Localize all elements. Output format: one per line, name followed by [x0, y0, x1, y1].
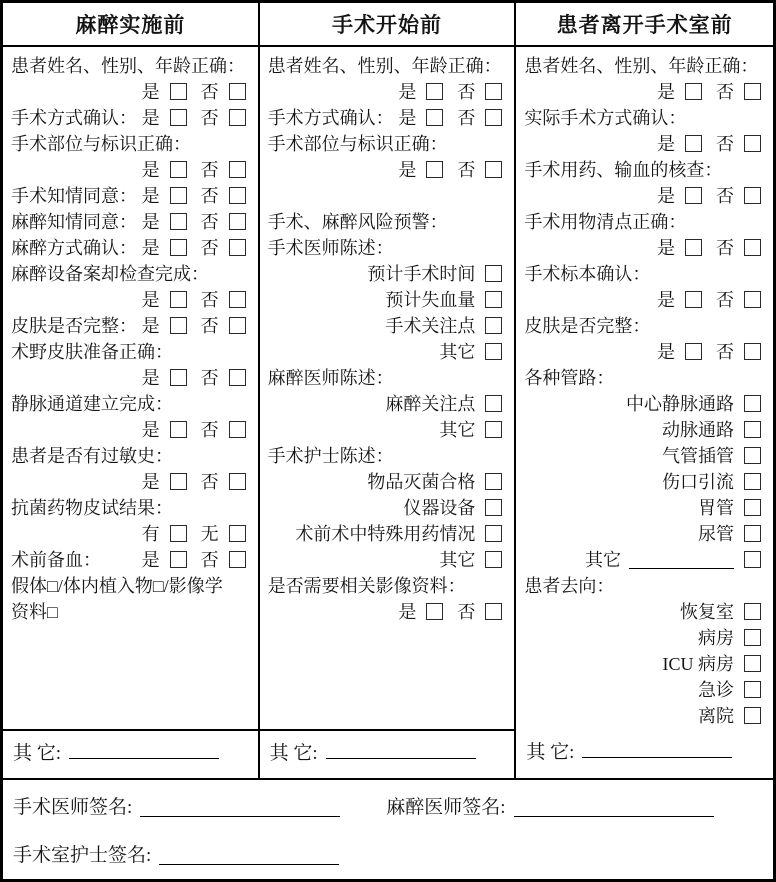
form-line	[524, 598, 761, 624]
other-label: 其 它:	[526, 742, 575, 763]
checkbox[interactable]	[744, 343, 761, 360]
checkbox[interactable]	[744, 473, 761, 490]
checkbox[interactable]	[685, 239, 702, 256]
form-line	[11, 390, 246, 416]
signature-row-2	[13, 840, 763, 867]
option-label-no: 否	[715, 134, 734, 154]
checkbox[interactable]	[170, 213, 187, 230]
checkbox[interactable]	[485, 317, 502, 334]
yes-no-group	[142, 182, 246, 208]
form-line	[11, 442, 246, 468]
yes-no-group	[142, 546, 246, 572]
checkbox[interactable]	[426, 161, 443, 178]
form-line	[524, 156, 761, 182]
form-line	[268, 598, 503, 624]
form-line	[524, 390, 761, 416]
checkbox[interactable]	[170, 291, 187, 308]
checkbox[interactable]	[744, 681, 761, 698]
form-line	[268, 572, 503, 598]
option-label-yes: 是	[656, 82, 675, 102]
other-row-col1	[3, 729, 260, 778]
option-label-yes: 是	[141, 550, 160, 570]
anesthetist-signature-label: 麻醉医师签名:	[386, 797, 506, 818]
option-label-no: 否	[715, 238, 734, 258]
form-line	[268, 520, 503, 546]
form-line	[11, 312, 246, 338]
checklist-item-label: 物品灭菌合格	[367, 472, 476, 492]
field-label: 抗菌药物皮试结果：	[11, 498, 173, 518]
option-label-yes: 有	[141, 524, 160, 544]
form-line	[11, 364, 246, 390]
form-line	[524, 286, 761, 312]
form-line	[11, 286, 246, 312]
form-line	[11, 156, 246, 182]
field-label: 手术部位与标识正确：	[11, 134, 191, 154]
option-label-no: 否	[457, 108, 476, 128]
form-line	[268, 390, 503, 416]
form-line	[11, 182, 246, 208]
checkbox[interactable]	[229, 525, 246, 542]
form-line	[524, 338, 761, 364]
option-label-yes: 是	[656, 186, 675, 206]
form-line	[524, 130, 761, 156]
form-line	[524, 52, 761, 78]
form-line	[524, 702, 761, 728]
option-label-no: 否	[200, 550, 219, 570]
option-label-yes: 是	[141, 238, 160, 258]
option-label-yes: 是	[141, 186, 160, 206]
checkbox[interactable]	[485, 265, 502, 282]
option-label-yes: 是	[141, 420, 160, 440]
checkbox[interactable]	[229, 187, 246, 204]
form-line	[524, 312, 761, 338]
checkbox[interactable]	[485, 551, 502, 568]
checklist-item-label: 仪器设备	[403, 498, 476, 518]
field-label: 手术护士陈述：	[267, 446, 394, 466]
field-label: 皮肤是否完整：	[11, 316, 137, 336]
option-label-yes: 是	[141, 316, 160, 336]
form-line	[11, 104, 246, 130]
checklist-item-label: 胃管	[697, 498, 734, 518]
form-line	[11, 416, 246, 442]
field-label: 实际手术方式确认：	[524, 108, 687, 128]
checklist-item-label: 其它	[584, 550, 621, 570]
fill-in-line[interactable]	[582, 743, 732, 758]
signature-row-1	[13, 792, 763, 819]
form-line	[268, 494, 503, 520]
field-label: 假体□/体内植入物□/影像学	[11, 576, 223, 596]
checkbox[interactable]	[485, 291, 502, 308]
checkbox[interactable]	[485, 395, 502, 412]
column-title: 麻醉实施前	[75, 13, 186, 37]
option-label-yes: 是	[398, 82, 417, 102]
column-header-before-incision	[260, 3, 517, 47]
form-line	[524, 182, 761, 208]
checkbox[interactable]	[685, 135, 702, 152]
checkbox[interactable]	[229, 213, 246, 230]
checkbox[interactable]	[744, 707, 761, 724]
form-line	[11, 130, 246, 156]
checkbox[interactable]	[229, 317, 246, 334]
checkbox[interactable]	[744, 395, 761, 412]
other-label: 其 它:	[13, 743, 62, 764]
checkbox[interactable]	[170, 421, 187, 438]
field-label: 静脉通道建立完成：	[11, 394, 173, 414]
checkbox[interactable]	[170, 109, 187, 126]
option-label-no: 否	[200, 82, 219, 102]
checkbox[interactable]	[744, 187, 761, 204]
yes-no-group	[142, 104, 246, 130]
checkbox[interactable]	[744, 551, 761, 568]
field-label: 手术方式确认：	[11, 108, 137, 128]
checkbox[interactable]	[485, 421, 502, 438]
field-label: 术野皮肤准备正确：	[11, 342, 173, 362]
checkbox[interactable]	[485, 83, 502, 100]
field-label: 患者姓名、性别、年龄正确：	[11, 56, 245, 76]
checkbox[interactable]	[685, 291, 702, 308]
field-label: 麻醉知情同意：	[11, 212, 137, 232]
option-label-yes: 是	[656, 342, 675, 362]
column-header-before-anesthesia	[3, 3, 260, 47]
checkbox[interactable]	[426, 109, 443, 126]
form-line	[524, 104, 761, 130]
form-line	[268, 286, 503, 312]
form-line	[524, 260, 761, 286]
fill-in-line[interactable]	[326, 744, 476, 759]
form-line	[524, 572, 761, 598]
field-label: 皮肤是否完整：	[524, 316, 651, 336]
option-label-yes: 是	[141, 472, 160, 492]
option-label-yes: 是	[398, 602, 417, 622]
checkbox[interactable]	[744, 421, 761, 438]
form-line	[524, 520, 761, 546]
checkbox[interactable]	[744, 291, 761, 308]
field-label: 手术部位与标识正确：	[267, 134, 448, 154]
option-label-yes: 是	[398, 108, 417, 128]
form-line	[268, 546, 503, 572]
checklist-item-label: 其它	[439, 342, 476, 362]
option-label-no: 否	[200, 186, 219, 206]
form-line	[268, 260, 503, 286]
form-line	[524, 364, 761, 390]
option-label-yes: 是	[141, 212, 160, 232]
field-label: 手术用药、输血的核查：	[524, 160, 723, 180]
field-label: 手术方式确认：	[267, 108, 394, 128]
field-label: 手术标本确认：	[524, 264, 651, 284]
field-label: 手术医师陈述：	[267, 238, 394, 258]
form-line	[524, 676, 761, 702]
surgeon-signature-line[interactable]	[140, 802, 340, 817]
option-label-yes: 是	[141, 160, 160, 180]
column-header-before-leaving-or	[516, 3, 773, 47]
checklist-item-label: 中心静脉通路	[625, 394, 734, 414]
option-label-no: 否	[200, 472, 219, 492]
checkbox[interactable]	[485, 499, 502, 516]
form-line	[268, 416, 503, 442]
field-label: 各种管路：	[524, 368, 615, 388]
checkbox[interactable]	[170, 317, 187, 334]
option-label-no: 否	[200, 420, 219, 440]
checklist-item-label: 预计失血量	[385, 290, 476, 310]
or-nurse-signature-label: 手术室护士签名:	[13, 845, 152, 866]
checkbox[interactable]	[170, 525, 187, 542]
option-label-no: 否	[715, 82, 734, 102]
option-label-no: 无	[200, 524, 219, 544]
checkbox[interactable]	[229, 291, 246, 308]
signature-section	[3, 778, 773, 876]
form-line	[268, 312, 503, 338]
option-label-yes: 是	[656, 290, 675, 310]
form-line	[268, 442, 503, 468]
option-label-no: 否	[457, 602, 476, 622]
form-line	[11, 52, 246, 78]
checklist-item-label: 手术关注点	[385, 316, 476, 336]
checkbox[interactable]	[685, 187, 702, 204]
anesthetist-signature-line[interactable]	[514, 802, 714, 817]
checklist-item-label: 急诊	[697, 680, 734, 700]
option-label-no: 否	[457, 82, 476, 102]
form-line	[268, 78, 503, 104]
checkbox[interactable]	[229, 239, 246, 256]
column-body-before-leaving-or	[516, 47, 773, 729]
checklist-item-label: 麻醉关注点	[385, 394, 476, 414]
form-line	[524, 624, 761, 650]
field-label: 术前备血：	[11, 550, 101, 570]
checkbox[interactable]	[744, 499, 761, 516]
form-line	[11, 520, 246, 546]
form-line	[268, 104, 503, 130]
form-line	[524, 416, 761, 442]
yes-no-group	[142, 208, 246, 234]
form-line	[524, 442, 761, 468]
form-line	[524, 468, 761, 494]
checkbox[interactable]	[170, 239, 187, 256]
checklist-item-label: 其它	[439, 420, 476, 440]
column-body-before-incision	[260, 47, 517, 729]
checkbox[interactable]	[744, 135, 761, 152]
checklist-item-label: ICU 病房	[662, 654, 734, 674]
fill-in-line[interactable]	[629, 554, 734, 569]
checkbox[interactable]	[170, 83, 187, 100]
checkbox[interactable]	[485, 525, 502, 542]
form-line	[524, 208, 761, 234]
form-line	[524, 650, 761, 676]
form-line	[268, 130, 503, 156]
option-label-yes: 是	[398, 160, 417, 180]
option-label-yes: 是	[141, 368, 160, 388]
surgeon-signature-label: 手术医师签名:	[13, 797, 133, 818]
column-title: 患者离开手术室前	[556, 13, 733, 37]
field-label: 麻醉方式确认：	[11, 238, 137, 258]
column-body-before-anesthesia	[3, 47, 260, 729]
option-label-no: 否	[200, 290, 219, 310]
checkbox[interactable]	[229, 369, 246, 386]
checkbox[interactable]	[485, 109, 502, 126]
other-label: 其 它:	[269, 743, 318, 764]
other-row-col3	[516, 729, 773, 778]
checkbox[interactable]	[744, 655, 761, 672]
checkbox[interactable]	[485, 343, 502, 360]
checkbox[interactable]	[744, 525, 761, 542]
checklist-item-label: 预计手术时间	[367, 264, 476, 284]
form-line	[11, 598, 246, 624]
checklist-item-label: 气管插管	[661, 446, 734, 466]
option-label-no: 否	[200, 212, 219, 232]
option-label-yes: 是	[656, 134, 675, 154]
checkbox[interactable]	[744, 629, 761, 646]
form-line	[268, 338, 503, 364]
checkbox[interactable]	[170, 369, 187, 386]
yes-no-group	[142, 234, 246, 260]
option-label-yes: 是	[141, 108, 160, 128]
form-line	[268, 208, 503, 234]
form-line	[11, 494, 246, 520]
option-label-no: 否	[200, 160, 219, 180]
checkbox[interactable]	[485, 473, 502, 490]
yes-no-group	[142, 312, 246, 338]
field-label: 患者姓名、性别、年龄正确：	[267, 56, 502, 76]
field-label: 资料□	[11, 602, 58, 622]
checklist-item-label: 伤口引流	[661, 472, 734, 492]
option-label-yes: 是	[656, 238, 675, 258]
form-line	[11, 338, 246, 364]
option-label-no: 否	[200, 238, 219, 258]
form-line	[524, 234, 761, 260]
checkbox[interactable]	[229, 83, 246, 100]
field-label: 患者去向：	[524, 576, 615, 596]
yes-no-group	[398, 104, 502, 130]
option-label-no: 否	[200, 108, 219, 128]
option-label-no: 否	[200, 316, 219, 336]
checkbox[interactable]	[685, 343, 702, 360]
form-line	[268, 468, 503, 494]
checklist-item-label: 恢复室	[679, 602, 734, 622]
field-label: 患者是否有过敏史：	[11, 446, 173, 466]
form-line	[11, 78, 246, 104]
option-label-no: 否	[715, 186, 734, 206]
form-line	[11, 260, 246, 286]
field-label: 手术、麻醉风险预警：	[267, 212, 448, 232]
field-label: 手术知情同意：	[11, 186, 137, 206]
form-line	[268, 52, 503, 78]
checkbox[interactable]	[170, 551, 187, 568]
form-line	[268, 364, 503, 390]
option-label-no: 否	[715, 290, 734, 310]
field-label: 患者姓名、性别、年龄正确：	[524, 56, 759, 76]
column-title: 手术开始前	[331, 13, 442, 37]
form-line	[11, 208, 246, 234]
field-label: 手术用物清点正确：	[524, 212, 687, 232]
checklist-item-label: 尿管	[697, 524, 734, 544]
checkbox[interactable]	[229, 473, 246, 490]
option-label-no: 否	[715, 342, 734, 362]
checklist-item-label: 病房	[697, 628, 734, 648]
form-line	[11, 546, 246, 572]
option-label-no: 否	[457, 160, 476, 180]
blank-line	[268, 182, 503, 208]
option-label-no: 否	[200, 368, 219, 388]
form-line	[524, 494, 761, 520]
checkbox[interactable]	[426, 603, 443, 620]
checkbox[interactable]	[229, 551, 246, 568]
form-line	[11, 234, 246, 260]
checklist-item-label: 离院	[697, 706, 734, 726]
checkbox[interactable]	[744, 83, 761, 100]
or-nurse-signature-line[interactable]	[159, 850, 339, 865]
checkbox[interactable]	[744, 239, 761, 256]
checkbox[interactable]	[485, 161, 502, 178]
form-line	[268, 156, 503, 182]
checkbox[interactable]	[229, 109, 246, 126]
checkbox[interactable]	[426, 83, 443, 100]
checkbox[interactable]	[229, 421, 246, 438]
field-label: 是否需要相关影像资料：	[267, 576, 466, 596]
fill-in-line[interactable]	[69, 744, 219, 759]
checkbox[interactable]	[685, 83, 702, 100]
form-line	[11, 468, 246, 494]
checkbox[interactable]	[170, 473, 187, 490]
checklist-item-label: 其它	[439, 550, 476, 570]
option-label-yes: 是	[141, 82, 160, 102]
form-line	[11, 572, 246, 598]
checkbox[interactable]	[170, 187, 187, 204]
option-label-yes: 是	[141, 290, 160, 310]
form-line	[524, 78, 761, 104]
checkbox[interactable]	[229, 161, 246, 178]
other-row-col2	[260, 729, 517, 778]
checkbox[interactable]	[485, 603, 502, 620]
field-label: 麻醉医师陈述：	[267, 368, 394, 388]
field-label: 麻醉设备案却检查完成：	[11, 264, 209, 284]
checkbox[interactable]	[744, 603, 761, 620]
checklist-item-label: 动脉通路	[661, 420, 734, 440]
checkbox[interactable]	[744, 447, 761, 464]
form-line	[524, 546, 761, 572]
checkbox[interactable]	[170, 161, 187, 178]
checklist-item-label: 术前术中特殊用药情况	[295, 524, 476, 544]
form-line	[268, 234, 503, 260]
